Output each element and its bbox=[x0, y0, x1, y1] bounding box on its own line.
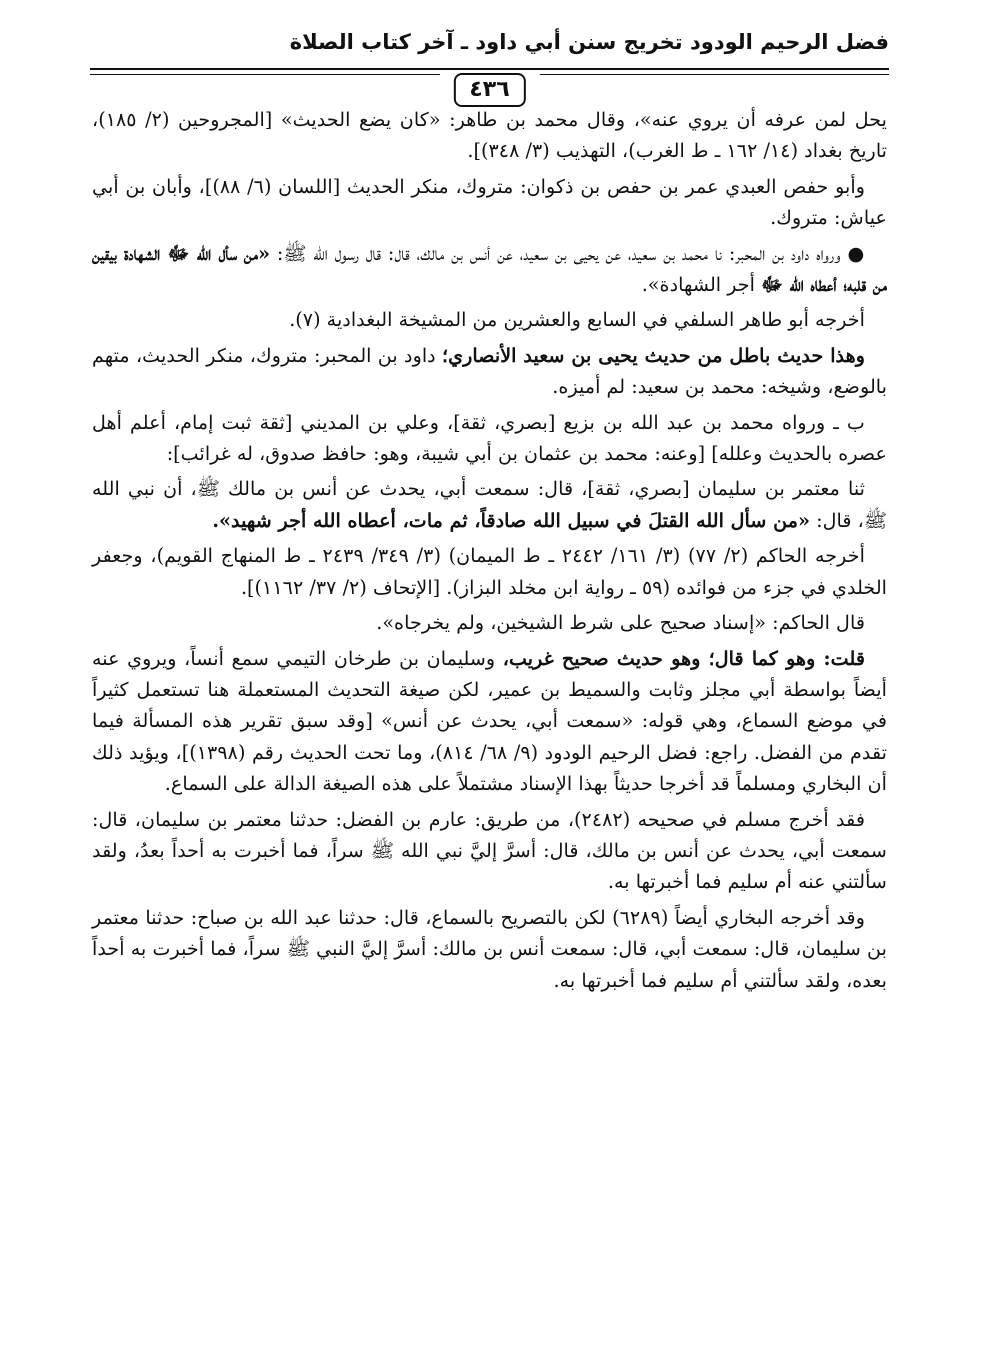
text-segment: ثنا معتمر بن سليمان [بصري، ثقة]، قال: سمعت أبي، يحدث عن أنس بن مالك ﷺ، أن نبي الله ﷺ، قال: bbox=[92, 477, 887, 532]
paragraph bbox=[92, 104, 887, 167]
paragraph bbox=[92, 171, 887, 234]
header-rule bbox=[90, 68, 889, 70]
paragraph bbox=[92, 238, 887, 301]
text-segment: داود بن المحبر: متروك، منكر الحديث، متهم بالوضع، وشيخه: محمد بن سعيد: لم أميزه. bbox=[92, 343, 887, 399]
bold-text-segment: «من سأل الله القتلَ في سبيل الله صادقاً، ثم مات، أعطاه الله أجر شهيد». bbox=[212, 508, 810, 532]
text-segment: فقد أخرج مسلم في صحيحه (٢٤٨٢)، من طريق: عارم بن الفضل: حدثنا معتمر بن سليمان، قال: سمعت أبي، يحدث عن أنس بن مالك، قال: أسرَّ إليَّ نبي الله ﷺ سراً، فما أخبرت به أحداً بعدُ، ولقد سألتني عنه أم سليم فما أخبرتها به. bbox=[92, 807, 887, 894]
body-text bbox=[92, 104, 887, 1000]
page-number: ٤٣٦ bbox=[453, 73, 525, 107]
page-header bbox=[90, 24, 889, 102]
text-segment: أجر الشهادة». bbox=[641, 273, 762, 297]
paragraph bbox=[92, 540, 887, 603]
text-segment: أخرجه أبو طاهر السلفي في السابع والعشرين من المشيخة البغدادية (٧). bbox=[289, 308, 865, 332]
text-segment: أخرجه الحاكم (٢/ ٧٧) (٣/ ١٦١/ ٢٤٤٢ ـ ط الميمان) (٣/ ٣٤٩/ ٢٤٣٩ ـ ط المنهاج القويم)، وجعفر الخلدي في جزء من فوائده (٥٩ ـ رواية ابن مخلد البزاز). [الإتحاف (٢/ ٣٧/ ١١٦٢)]. bbox=[92, 544, 887, 599]
text-segment: ● ورواه داود بن المحبر: نا محمد بن سعيد، عن يحيى بن سعيد، عن أنس بن مالك، قال: قال رسول الله ﷺ: bbox=[270, 241, 865, 265]
text-segment: ب ـ ورواه محمد بن عبد الله بن بزيع [بصري، ثقة]، وعلي بن المديني [ثقة ثبت إمام، أعلم أهل عصره بالحديث وعلله] [وعنه: محمد بن عثمان بن أبي شيبة، وهو: حافظ صدوق، له غرائب]: bbox=[92, 410, 887, 466]
paragraph bbox=[92, 340, 887, 403]
paragraph bbox=[92, 902, 887, 996]
bold-text-segment: «من سأل الله ﷻ الشهادة بيقين من قلبه؛ أعطاه الله ﷻ bbox=[92, 241, 887, 297]
page-number-frame bbox=[439, 73, 539, 107]
paragraph bbox=[92, 473, 887, 536]
text-segment: وسليمان بن طرخان التيمي سمع أنساً، ويروي عنه أيضاً بواسطة أبي مجلز وثابت والسميط بن عمير، لكن صيغة التحديث المستعملة هنا تستعمل كثيراً في موضع السماع، وهي قوله: «سمعت أبي، يحدث عن أنس» [وقد سبق تقرير هذه المسألة فيما تقدم من الفضل. راجع: فضل الرحيم الودود (٩/ ٦٨/ ٨١٤)، وما تحت الحديث رقم (١٣٩٨)]، ويؤيد ذلك أن البخاري ومسلماً قد أخرجا حديثاً بهذا الإسناد مشتملاً على هذه الصيغة الدالة على السماع. bbox=[92, 646, 887, 796]
paragraph bbox=[92, 643, 887, 800]
bold-text-segment: قلت: وهو كما قال؛ وهو حديث صحيح غريب، bbox=[502, 646, 865, 670]
running-title: فضل الرحيم الودود تخريج سنن أبي داود ـ آخر كتاب الصلاة bbox=[289, 30, 889, 54]
bold-text-segment: وهذا حديث باطل من حديث يحيى بن سعيد الأنصاري؛ bbox=[442, 343, 865, 367]
paragraph bbox=[92, 804, 887, 898]
text-segment: وأبو حفص العبدي عمر بن حفص بن ذكوان: متروك، منكر الحديث [اللسان (٦/ ٨٨)]، وأبان بن أبي عياش: متروك. bbox=[92, 174, 887, 230]
text-segment: يحل لمن عرفه أن يروي عنه»، وقال محمد بن طاهر: «كان يضع الحديث» [المجروحين (٢/ ١٨٥)، تاريخ بغداد (١٤/ ١٦٢ ـ ط الغرب)، التهذيب (٣/ ٣٤٨)]. bbox=[92, 108, 887, 163]
paragraph bbox=[92, 304, 887, 335]
paragraph bbox=[92, 407, 887, 470]
text-segment: قال الحاكم: «إسناد صحيح على شرط الشيخين، ولم يخرجاه». bbox=[376, 611, 865, 635]
text-segment: وقد أخرجه البخاري أيضاً (٦٢٨٩) لكن بالتصريح بالسماع، قال: حدثنا عبد الله بن صباح: حدثنا معتمر بن سليمان، قال: سمعت أبي، قال: سمعت أنس بن مالك: أسرَّ إليَّ النبي ﷺ سراً، فما أخبرت به أحداً بعده، ولقد سألتني أم سليم فما أخبرتها به. bbox=[92, 905, 887, 992]
paragraph bbox=[92, 607, 887, 638]
